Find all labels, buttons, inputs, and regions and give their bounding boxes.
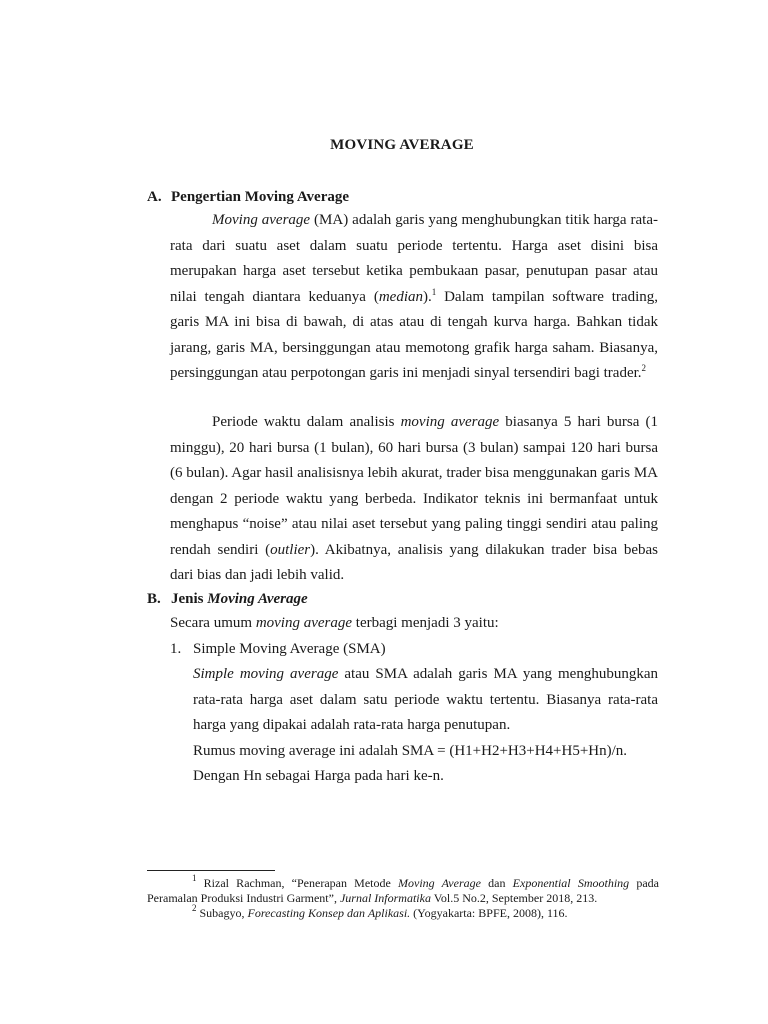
footnote-2: $^2$ Subagyo, Forecasting Konsep dan Aplikasi. (Yogyakarta: BPFE, 2008), 116. [192,903,568,920]
footnote-number: 2 [192,903,197,913]
list-item-title: Simple Moving Average (SMA) [193,641,386,657]
footnote-number: 1 [192,873,197,883]
term-outlier: outlier [270,541,311,558]
list-item-number: 1. [170,641,182,657]
sma-definition: Simple moving average atau SMA adalah garis MA yang menghubungkan rata-rata harga aset dalam satu periode waktu tertentu. Biasanya rata-rata harga yang dipakai adalah rata-rata harga penutupan. [193,666,659,733]
section-b-intro: Secara umum moving average terbagi menjadi 3 yaitu: [170,615,499,631]
list-item-sma [170,637,386,663]
section-a-paragraph-2: Periode waktu dalam analisis moving average biasanya 5 hari bursa (1 minggu), 20 hari bursa (1 bulan), 60 hari bursa (3 bulan) sampai 120 hari bursa (6 bulan). Agar hasil analisisnya lebih akurat, trader bisa menggunakan garis MA dengan 2 periode waktu yang berbeda. Indikator teknis ini bermanfaat untuk menghapus “noise” atau nilai aset tersebut yang paling tinggi sendiri atau paling rendah sendiri (outlier). Akibatnya, analisis yang dilakukan trader bisa bebas dari bias dan jadi lebih valid. [170,414,659,583]
sma-formula: Rumus moving average ini adalah SMA = (H1+H2+H3+H4+H5+Hn)/n. [193,743,628,759]
footnote-ref-1: 1 [431,286,437,297]
term-moving-average: moving average [400,414,500,430]
page-title: MOVING AVERAGE [330,137,474,153]
section-a-paragraph-1: Moving average (MA) adalah garis yang menghubungkan titik harga rata-rata dari suatu aset dalam suatu periode tertentu. Harga aset disini bisa merupakan harga aset tersebut ketika pembukaan pasar, penutupan pasar atau nilai tengah diantara keduanya (median).$^1$ Dalam tampilan software trading, garis MA ini bisa di bawah, di atas atau di tengah kurva harga. Bahkan tidak jarang, garis MA, bersinggungan atau memotong grafik harga saham. Biasanya, persinggungan atau perpotongan garis ini menjadi sinyal tersendiri bagi trader.$^2$ [170,212,658,381]
section-a-title: Pengertian Moving Average [171,189,350,205]
term-moving-average: Moving average [212,212,311,228]
sma-formula-note: Dengan Hn sebagai Harga pada hari ke-n. [193,768,444,784]
footnote-separator [147,870,275,871]
section-b-heading: B. Jenis Moving Average [147,591,308,607]
section-b-letter: B. [147,591,161,607]
footnote-ref-2: 2 [641,363,647,373]
section-a-letter: A. [147,189,162,205]
footnote-1: $^1$ Rizal Rachman, “Penerapan Metode Moving Average dan Exponential Smoothing pada Peramalan Produksi Industri Garment”, Jurnal Informatika Vol.5 No.2, September 2018, 213. [147,873,659,905]
section-b-title-italic: Moving Average [207,591,308,607]
section-a-heading [147,189,349,206]
term-median: median [378,288,423,305]
